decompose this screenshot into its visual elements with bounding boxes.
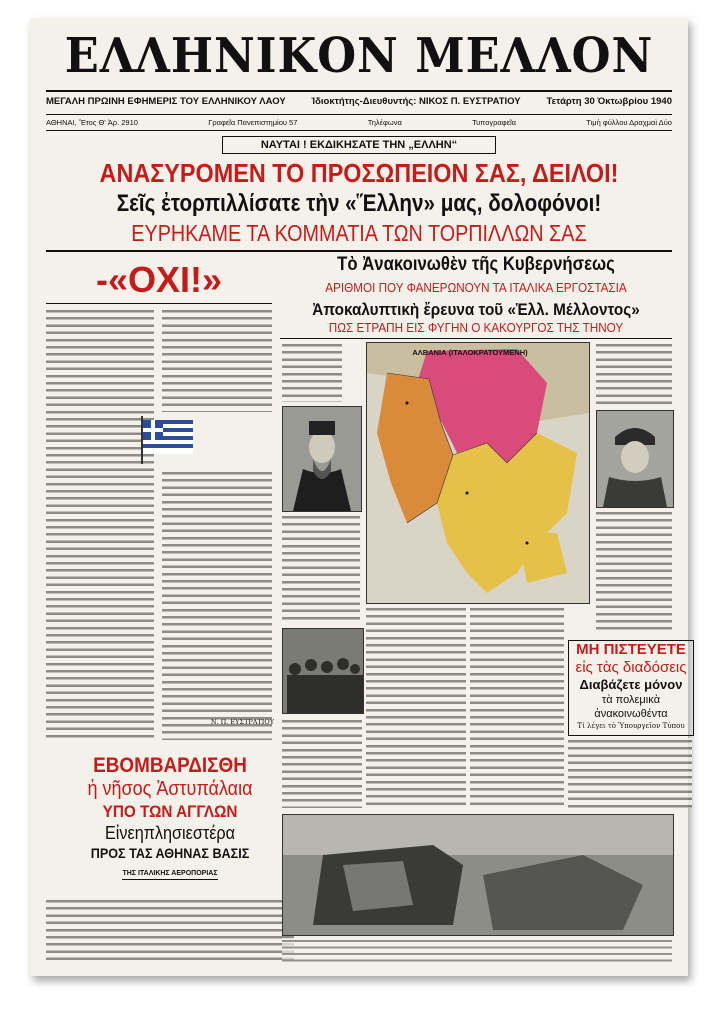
editorial-text-col2b xyxy=(162,470,272,740)
editorial-signature: Ν. Π. ΕΥΣΤΡΑΤΙΟΥ xyxy=(210,718,274,726)
newspaper-page xyxy=(30,18,688,976)
announcement-subtitle: ΑΡΙΘΜΟΙ ΠΟΥ ΦΑΝΕΡΩΝΟΥΝ ΤΑ ΙΤΑΛΙΚΑ ΕΡΓΟΣΤΑΣΙΑ xyxy=(325,280,627,295)
rumors-title-2: εἰς τὰς διαδόσεις xyxy=(575,659,687,676)
headline-torpedo: Σεῖς ἐτορπιλλίσατε τὴν «Ἕλλην» μας, δολοφόνοι! xyxy=(116,190,602,217)
announcement-rule xyxy=(280,338,672,339)
tagline: ΜΕΓΑΛΗ ΠΡΩΙΝΗ ΕΦΗΜΕΡΙΣ ΤΟΥ ΕΛΛΗΝΙΚΟΥ ΛΑΟΥ xyxy=(46,96,286,107)
article-text-f xyxy=(470,606,564,806)
issue-info-bar xyxy=(46,116,672,131)
flight-subtitle: ΠΩΣ ΕΤΡΑΠΗ ΕΙΣ ΦΥΓΗΝ Ο ΚΑΚΟΥΡΓΟΣ ΤΗΣ ΤΗΝΟΥ xyxy=(328,320,624,335)
wreckage-photo xyxy=(282,814,674,936)
price: Τιμὴ φύλλου Δραχμαὶ Δύο xyxy=(586,118,672,127)
headline-mask: ΑΝΑΣΥΡΟΜΕΝ ΤΟ ΠΡΟΣΩΠΕΙΟΝ ΣΑΣ, ΔΕΙΛΟΙ! xyxy=(99,158,619,188)
bombing-headline xyxy=(46,754,294,880)
bombing-line-5: ΠΡΟΣ ΤΑΣ ΑΘΗΝΑΣ ΒΑΣΙΣ xyxy=(90,845,250,861)
rumors-footer: Τί λέγει τὸ Ὑπουργεῖον Τύπου xyxy=(577,722,685,730)
owner: Ἰδιοκτήτης-Διευθυντής: ΝΙΚΟΣ Π. ΕΥΣΤΡΑΤΙΟΥ xyxy=(311,96,521,107)
announcement-text-a xyxy=(282,342,342,402)
editorial-rule xyxy=(46,303,272,304)
section-divider xyxy=(46,250,672,252)
crowd-photo xyxy=(282,628,364,714)
announcement-text-d xyxy=(596,510,672,630)
investigation-title: Ἀποκαλυπτικὴ ἔρευνα τοῦ «Ἑλλ. Μέλλοντος» xyxy=(312,300,640,319)
officer-photo xyxy=(596,410,674,508)
map-label: ΑΛΒΑΝΙΑ (ΙΤΑΛΟΚΡΑΤΟΥΜΕΝΗ) xyxy=(412,348,528,357)
print-shop: Τυπογραφεῖα xyxy=(472,118,516,127)
office-address: Γραφεῖα Πανεπιστημίου 57 xyxy=(208,118,298,127)
rumors-text xyxy=(568,738,692,808)
masthead-title: ΕΛΛΗΝΙΚΟΝ ΜΕΛΛΟΝ xyxy=(64,28,654,84)
issue-place: ΑΘΗΝΑΙ, Ἔτος Θ' Ἀρ. 2910 xyxy=(46,118,138,127)
headline-fragments: ΕΥΡΗΚΑΜΕ ΤΑ ΚΟΜΜΑΤΙΑ ΤΩΝ ΤΟΡΠΙΛΛΩΝ ΣΑΣ xyxy=(131,220,587,246)
editorial-text-col1 xyxy=(46,308,154,740)
rumors-title-1: ΜΗ ΠΙΣΤΕΥΕΤΕ xyxy=(576,641,686,658)
greek-flag-illustration xyxy=(137,416,197,464)
masthead-subline xyxy=(46,90,672,115)
bombing-line-4: Εἰνεηπλησιεστέρα xyxy=(104,823,236,843)
bombing-text xyxy=(46,898,294,964)
map-albania-greece xyxy=(366,342,590,604)
rumors-box xyxy=(568,640,694,736)
phones: Τηλέφωνα xyxy=(367,118,402,127)
sailors-banner: ΝΑΥΤΑΙ ! ΕΚΔΙΚΗΣΑΤΕ ΤΗΝ „ΕΛΛΗΝ“ xyxy=(222,136,496,154)
issue-date: Τετάρτη 30 Ὀκτωβρίου 1940 xyxy=(546,96,672,107)
bombing-line-1: ΕΒΟΜΒΑΡΔΙΣΘΗ xyxy=(93,754,247,777)
wreckage-caption xyxy=(282,938,672,964)
editorial-title: -«ΟΧΙ!» xyxy=(95,259,223,300)
archbishop-photo xyxy=(282,406,362,512)
bombing-line-2: ἡ νῆσος Ἀστυπάλαια xyxy=(87,778,253,800)
announcement-text-b xyxy=(282,514,360,624)
bombing-line-6: ΤΗΣ ΙΤΑΛΙΚΗΣ ΑΕΡΟΠΟΡΙΑΣ xyxy=(122,869,217,880)
announcement-title: Τὸ Ἀνακοινωθὲν τῆς Κυβερνήσεως xyxy=(337,254,615,275)
announcement-text-c xyxy=(596,342,672,406)
article-text-e xyxy=(366,606,466,806)
editorial-text-col2 xyxy=(162,308,272,412)
rumors-title-3: Διαβάζετε μόνον xyxy=(579,677,683,692)
bombing-line-3: ΥΠΟ ΤΩΝ ΑΓΓΛΩΝ xyxy=(102,802,238,821)
rumors-title-4: τὰ πολεμικὰ ἀνακοινωθέντα xyxy=(594,694,668,720)
article-text-g xyxy=(282,718,362,808)
